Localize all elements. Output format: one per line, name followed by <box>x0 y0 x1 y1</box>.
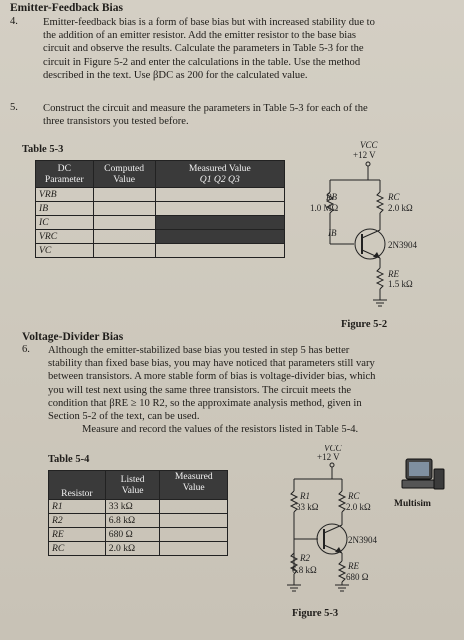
step-number-5: 5. <box>10 102 18 113</box>
table-row <box>36 230 285 244</box>
step-6-line: Measure and record the values of the resistors listed in Table 5-4. <box>82 424 359 436</box>
table-row <box>49 514 228 528</box>
resistor-listed: 2.0 kΩ <box>105 542 160 556</box>
fig53-rc-label: RC <box>348 491 360 501</box>
fig52-rb-value: 1.0 MΩ <box>310 203 339 213</box>
param-vc: VC <box>36 244 94 258</box>
fig53-supply-label: +12 V <box>317 452 340 462</box>
step-4-line: circuit in Figure 5-2 and enter the calculations in the table. Use the method <box>43 56 361 68</box>
step-number-4: 4. <box>10 16 18 27</box>
table-row <box>49 500 228 514</box>
measured-value-label: Measured Value <box>188 163 251 174</box>
fig53-r1-value: 33 kΩ <box>296 502 319 512</box>
fig52-ib-label: IB <box>328 228 337 238</box>
vcc-terminal <box>366 162 370 166</box>
computed-cell <box>93 216 155 230</box>
table-5-4 <box>48 470 228 556</box>
step-6-line: stability than fixed base bias, you may have noticed that parameters still vary <box>48 358 375 370</box>
fig53-re-value: 680 Ω <box>346 572 369 582</box>
step-4-text <box>43 16 458 82</box>
fig52-transistor-label: 2N3904 <box>388 240 417 250</box>
param-ib: IB <box>36 202 94 216</box>
fig53-re-label: RE <box>348 561 359 571</box>
fig52-vcc-label: VCC <box>360 140 378 150</box>
resistor-listed: 680 Ω <box>105 528 160 542</box>
resistor-rc <box>339 491 345 512</box>
step-5-text <box>43 102 458 128</box>
measured-cell-shaded <box>155 216 284 230</box>
step-6-line: between transistors. A more stable form of bias is voltage-divider bias, which <box>48 371 376 383</box>
param-vrb: VRB <box>36 188 94 202</box>
resistor-name: RC <box>49 542 106 556</box>
resistor-rc <box>377 192 383 213</box>
computed-cell <box>93 230 155 244</box>
section-heading-emitter-feedback: Emitter-Feedback Bias <box>10 2 123 14</box>
fig53-r1-label: R1 <box>300 491 310 501</box>
param-ic: IC <box>36 216 94 230</box>
resistor-name: R2 <box>49 514 106 528</box>
fig53-rc-value: 2.0 kΩ <box>346 502 371 512</box>
resistor-listed: 6.8 kΩ <box>105 514 160 528</box>
resistor-re <box>339 561 345 582</box>
transistor-symbol <box>317 524 347 554</box>
measured-cell <box>155 202 284 216</box>
table-row <box>49 528 228 542</box>
step-6-line: condition that βRE ≥ 10 R2, so the approximate analysis method, given in <box>48 397 362 409</box>
computed-cell <box>93 244 155 258</box>
table-5-4-title: Table 5-4 <box>48 454 90 465</box>
fig53-r2-value: 6.8 kΩ <box>292 565 317 575</box>
transistor-columns-label: Q1 Q2 Q3 <box>199 174 240 185</box>
resistor-re <box>377 268 383 289</box>
computed-cell <box>93 202 155 216</box>
resistor-measured <box>160 528 228 542</box>
resistor-listed: 33 kΩ <box>105 500 160 514</box>
fig53-r2-label: R2 <box>300 553 310 563</box>
multisim-computer-icon <box>392 455 452 495</box>
measured-cell <box>155 244 284 258</box>
table-row <box>36 188 285 202</box>
figure-5-2-caption: Figure 5-2 <box>341 319 388 330</box>
figure-5-2-schematic <box>300 140 460 330</box>
param-vrc: VRC <box>36 230 94 244</box>
resistor-measured <box>160 514 228 528</box>
figure-5-3-caption: Figure 5-3 <box>292 608 339 619</box>
table-row <box>36 216 285 230</box>
section-heading-voltage-divider: Voltage-Divider Bias <box>22 331 124 343</box>
step-4-line: the addition of an emitter resistor. Add the emitter resistor to the base bias <box>43 30 357 42</box>
resistor-name: RE <box>49 528 106 542</box>
table-header-row <box>36 161 285 188</box>
step-6-line: you will test next using the same three transistors. The circuit meets the <box>48 384 352 396</box>
transistor-symbol <box>355 229 385 259</box>
header-measured-value: Measured Value <box>160 471 228 500</box>
header-computed-value: Computed Value <box>93 161 155 188</box>
fig53-vcc-label: VCC <box>324 445 342 453</box>
resistor-measured <box>160 542 228 556</box>
step-4-line: Emitter-feedback bias is a form of base bias but with increased stability due to <box>43 17 375 28</box>
table-5-3-title: Table 5-3 <box>22 144 64 155</box>
resistor-measured <box>160 500 228 514</box>
fig53-transistor-label: 2N3904 <box>348 535 377 545</box>
vcc-terminal <box>330 463 334 467</box>
step-6-text <box>48 344 458 436</box>
computed-cell <box>93 188 155 202</box>
step-6-line: Although the emitter-stabilized base bias you tested in step 5 has better <box>48 345 350 356</box>
step-6-line: Section 5-2 of the text, can be used. <box>48 411 200 423</box>
figure-5-3-schematic <box>270 445 400 605</box>
table-5-3 <box>35 160 285 258</box>
multisim-label: Multisim <box>394 499 431 509</box>
fig52-supply-label: +12 V <box>353 150 376 160</box>
table-header-row <box>49 471 228 500</box>
header-listed-value: Listed Value <box>105 471 160 500</box>
step-5-line: three transistors you tested before. <box>43 116 189 128</box>
step-4-line: described in the text. Use βDC as 200 for the calculated value. <box>43 69 308 81</box>
fig52-rb-label: RB <box>326 192 337 202</box>
resistor-name: R1 <box>49 500 106 514</box>
measured-cell-shaded <box>155 230 284 244</box>
fig52-re-value: 1.5 kΩ <box>388 279 413 289</box>
step-5-line: Construct the circuit and measure the parameters in Table 5-3 for each of the <box>43 103 368 114</box>
fig52-rc-label: RC <box>388 192 400 202</box>
table-row <box>36 202 285 216</box>
header-resistor: Resistor <box>49 471 106 500</box>
table-row <box>49 542 228 556</box>
header-dc-parameter: DC Parameter <box>36 161 94 188</box>
fig52-rc-value: 2.0 kΩ <box>388 203 413 213</box>
fig52-re-label: RE <box>388 269 399 279</box>
table-row <box>36 244 285 258</box>
step-4-line: circuit and observe the results. Calculate the parameters in Table 5-3 for the <box>43 43 364 55</box>
measured-cell <box>155 188 284 202</box>
step-number-6: 6. <box>22 344 30 355</box>
header-measured-value <box>155 161 284 188</box>
